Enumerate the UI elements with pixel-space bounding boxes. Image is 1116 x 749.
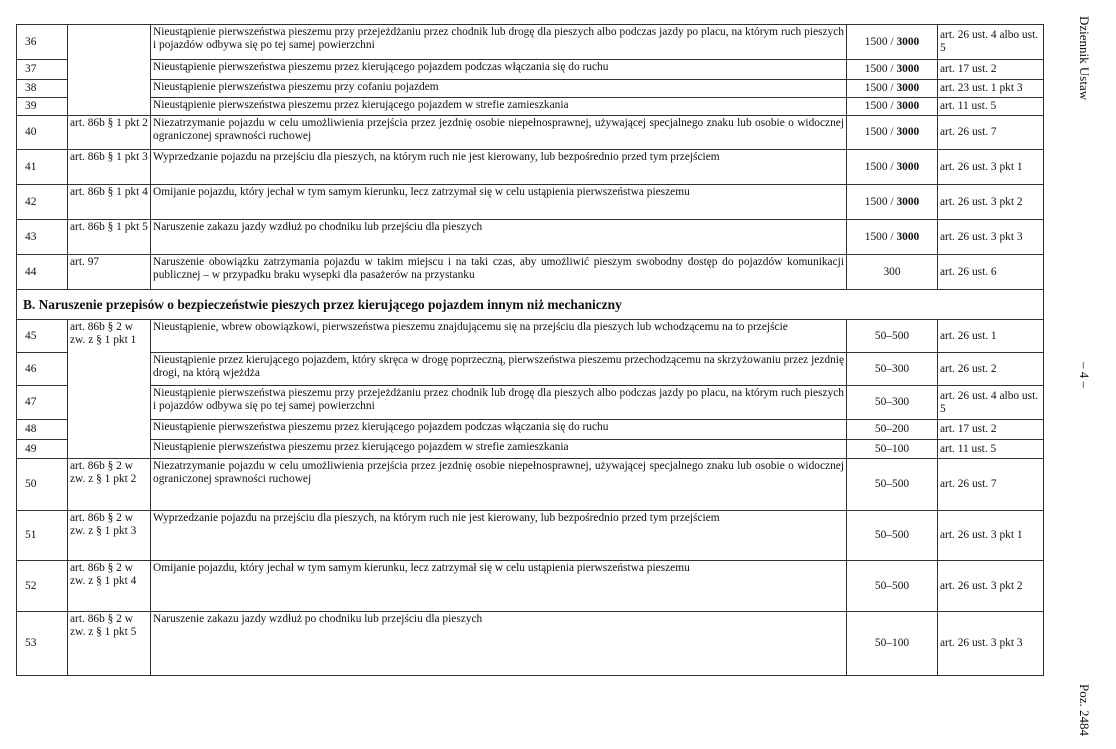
fine-separator: / (887, 230, 897, 243)
section-header-row (17, 290, 1044, 320)
table-row (17, 320, 1044, 353)
fine-amount: 50–100 (847, 440, 938, 459)
offense-description: Nieustąpienie pierwszeństwa pieszemu przez kierującego pojazdem w strefie zamieszkania (151, 98, 847, 116)
table-row (17, 353, 1044, 386)
legal-basis: art. 86b § 2 w zw. z § 1 pkt 5 (68, 612, 151, 676)
offense-description: Nieustąpienie pierwszeństwa pieszemu przy przejeżdżaniu przez chodnik lub drogę dla pieszych albo podczas jazdy po placu, na którym ruch pieszych i pojazdów odbywa się po tej samej powierzchni (151, 25, 847, 60)
fine-separator: / (887, 160, 897, 173)
regulation-reference: art. 26 ust. 7 (938, 116, 1044, 150)
fine-amount (847, 98, 938, 116)
regulation-reference: art. 26 ust. 1 (938, 320, 1044, 353)
row-number: 47 (17, 386, 68, 420)
table-row (17, 220, 1044, 255)
legal-basis: art. 86b § 2 w zw. z § 1 pkt 3 (68, 511, 151, 561)
regulation-reference: art. 26 ust. 3 pkt 1 (938, 511, 1044, 561)
table-row (17, 440, 1044, 459)
row-number: 40 (17, 116, 68, 150)
fines-table (16, 24, 1044, 676)
position-number: Poz. 2484 (1077, 684, 1092, 736)
regulation-reference: art. 23 ust. 1 pkt 3 (938, 80, 1044, 98)
fine-repeat: 3000 (896, 100, 920, 112)
table-row (17, 612, 1044, 676)
row-number: 42 (17, 185, 68, 220)
legal-basis: art. 86b § 1 pkt 3 (68, 150, 151, 185)
fine-repeat: 3000 (896, 126, 920, 138)
offense-description: Nieustąpienie przez kierującego pojazdem, który skręca w drogę poprzeczną, pierwszeństwa pieszemu przechodzącemu na skrzyżowaniu przez jezdnię drogi, na którą wjeżdża (151, 353, 847, 386)
regulation-reference: art. 26 ust. 3 pkt 3 (938, 612, 1044, 676)
fine-amount: 50–200 (847, 420, 938, 440)
fine-amount: 50–500 (847, 320, 938, 353)
fine-amount (847, 25, 938, 60)
offense-description: Naruszenie obowiązku zatrzymania pojazdu w takim miejscu i na taki czas, aby umożliwić pieszym swobodny dostęp do pojazdów komunikacji publicznej – w przypadku braku wysepki dla pasażerów na przystanku (151, 255, 847, 290)
offense-description: Niezatrzymanie pojazdu w celu umożliwienia przejścia przez jezdnię osobie niepełnosprawnej, używającej specjalnego znaku lub osobie o widocznej ograniczonej sprawności ruchowej (151, 459, 847, 511)
regulation-reference: art. 17 ust. 2 (938, 60, 1044, 80)
table-row (17, 185, 1044, 220)
fine-base: 1500 (864, 195, 888, 208)
offense-description: Wyprzedzanie pojazdu na przejściu dla pieszych, na którym ruch nie jest kierowany, lub bezpośrednio przed tym przejściem (151, 150, 847, 185)
row-number: 44 (17, 255, 68, 290)
table-row (17, 80, 1044, 98)
legal-basis: art. 86b § 2 w zw. z § 1 pkt 1 (68, 320, 151, 459)
offense-description: Nieustąpienie, wbrew obowiązkowi, pierwszeństwa pieszemu znajdującemu się na przejściu dla pieszych lub wchodzącemu na to przejście (151, 320, 847, 353)
fine-amount (847, 80, 938, 98)
regulation-reference: art. 11 ust. 5 (938, 440, 1044, 459)
fine-repeat: 3000 (896, 35, 920, 48)
row-number: 43 (17, 220, 68, 255)
row-number: 39 (17, 98, 68, 116)
fine-separator: / (887, 63, 897, 75)
regulation-reference: art. 26 ust. 4 albo ust. 5 (938, 25, 1044, 60)
legal-basis-cell (68, 25, 151, 116)
fine-separator: / (887, 195, 897, 208)
fine-repeat: 3000 (896, 160, 920, 173)
regulation-reference: art. 26 ust. 3 pkt 3 (938, 220, 1044, 255)
table-row (17, 98, 1044, 116)
offense-description: Wyprzedzanie pojazdu na przejściu dla pieszych, na którym ruch nie jest kierowany, lub bezpośrednio przed tym przejściem (151, 511, 847, 561)
offense-description: Nieustąpienie pierwszeństwa pieszemu przez kierującego pojazdem podczas włączania się do ruchu (151, 420, 847, 440)
fine-base: 1500 (864, 35, 888, 48)
row-number: 49 (17, 440, 68, 459)
fine-repeat: 3000 (896, 82, 920, 94)
table-row (17, 459, 1044, 511)
fine-amount: 50–300 (847, 353, 938, 386)
row-number: 53 (17, 612, 68, 676)
fine-amount (847, 150, 938, 185)
fine-amount: 50–300 (847, 386, 938, 420)
offense-description: Nieustąpienie pierwszeństwa pieszemu przez kierującego pojazdem podczas włączania się do ruchu (151, 60, 847, 80)
offense-description: Omijanie pojazdu, który jechał w tym samym kierunku, lecz zatrzymał się w celu ustąpienia pierwszeństwa pieszemu (151, 561, 847, 612)
legal-basis: art. 86b § 2 w zw. z § 1 pkt 4 (68, 561, 151, 612)
fine-amount (847, 116, 938, 150)
offense-description: Naruszenie zakazu jazdy wzdłuż po chodniku lub przejściu dla pieszych (151, 612, 847, 676)
fine-base: 1500 (864, 126, 888, 138)
row-number: 48 (17, 420, 68, 440)
row-number: 50 (17, 459, 68, 511)
row-number: 41 (17, 150, 68, 185)
fine-repeat: 3000 (896, 195, 920, 208)
fine-separator: / (887, 100, 897, 112)
row-number: 46 (17, 353, 68, 386)
row-number: 36 (17, 25, 68, 60)
row-number: 51 (17, 511, 68, 561)
offense-description: Naruszenie zakazu jazdy wzdłuż po chodniku lub przejściu dla pieszych (151, 220, 847, 255)
table-row (17, 511, 1044, 561)
offense-description: Nieustąpienie pierwszeństwa pieszemu przy cofaniu pojazdem (151, 80, 847, 98)
fine-base: 1500 (864, 82, 888, 94)
regulation-reference: art. 26 ust. 4 albo ust. 5 (938, 386, 1044, 420)
regulation-reference: art. 26 ust. 3 pkt 2 (938, 561, 1044, 612)
table-row (17, 116, 1044, 150)
table-row (17, 386, 1044, 420)
regulation-reference: art. 26 ust. 6 (938, 255, 1044, 290)
fine-amount: 300 (847, 255, 938, 290)
section-title: B. Naruszenie przepisów o bezpieczeństwie pieszych przez kierującego pojazdem innym niż mechaniczny (17, 290, 1044, 320)
row-number: 38 (17, 80, 68, 98)
page-number: – 4 – (1077, 362, 1092, 388)
row-number: 45 (17, 320, 68, 353)
legal-basis: art. 97 (68, 255, 151, 290)
table-row (17, 60, 1044, 80)
table-row (17, 420, 1044, 440)
row-number: 37 (17, 60, 68, 80)
fine-amount: 50–500 (847, 561, 938, 612)
fine-repeat: 3000 (896, 230, 920, 243)
table-row (17, 150, 1044, 185)
regulation-reference: art. 11 ust. 5 (938, 98, 1044, 116)
fine-separator: / (887, 35, 897, 48)
fine-amount: 50–500 (847, 459, 938, 511)
regulation-reference: art. 26 ust. 3 pkt 1 (938, 150, 1044, 185)
fine-base: 1500 (864, 160, 888, 173)
regulation-reference: art. 26 ust. 2 (938, 353, 1044, 386)
offense-description: Niezatrzymanie pojazdu w celu umożliwienia przejścia przez jezdnię osobie niepełnosprawnej, używającej specjalnego znaku lub osobie o widocznej ograniczonej sprawności ruchowej (151, 116, 847, 150)
legal-basis: art. 86b § 1 pkt 2 (68, 116, 151, 150)
fine-base: 1500 (864, 230, 888, 243)
fine-base: 1500 (864, 63, 888, 75)
regulation-reference: art. 26 ust. 3 pkt 2 (938, 185, 1044, 220)
table-row (17, 561, 1044, 612)
fine-repeat: 3000 (896, 63, 920, 75)
fine-amount: 50–500 (847, 511, 938, 561)
fine-separator: / (887, 82, 897, 94)
fine-amount (847, 60, 938, 80)
row-number: 52 (17, 561, 68, 612)
offense-description: Nieustąpienie pierwszeństwa pieszemu przez kierującego pojazdem w strefie zamieszkania (151, 440, 847, 459)
journal-title: Dziennik Ustaw (1077, 16, 1092, 101)
regulation-reference: art. 17 ust. 2 (938, 420, 1044, 440)
offense-description: Omijanie pojazdu, który jechał w tym samym kierunku, lecz zatrzymał się w celu ustąpienia pierwszeństwa pieszemu (151, 185, 847, 220)
legal-basis: art. 86b § 1 pkt 4 (68, 185, 151, 220)
table-row (17, 255, 1044, 290)
fine-separator: / (887, 126, 897, 138)
regulation-reference: art. 26 ust. 7 (938, 459, 1044, 511)
legal-basis: art. 86b § 2 w zw. z § 1 pkt 2 (68, 459, 151, 511)
fine-amount (847, 220, 938, 255)
fine-amount (847, 185, 938, 220)
offense-description: Nieustąpienie pierwszeństwa pieszemu przy przejeżdżaniu przez chodnik lub drogę dla pieszych albo podczas jazdy po placu, na którym ruch pieszych i pojazdów odbywa się po tej samej powierzchni (151, 386, 847, 420)
fine-base: 1500 (864, 100, 888, 112)
legal-basis: art. 86b § 1 pkt 5 (68, 220, 151, 255)
table-row (17, 25, 1044, 60)
fine-amount: 50–100 (847, 612, 938, 676)
